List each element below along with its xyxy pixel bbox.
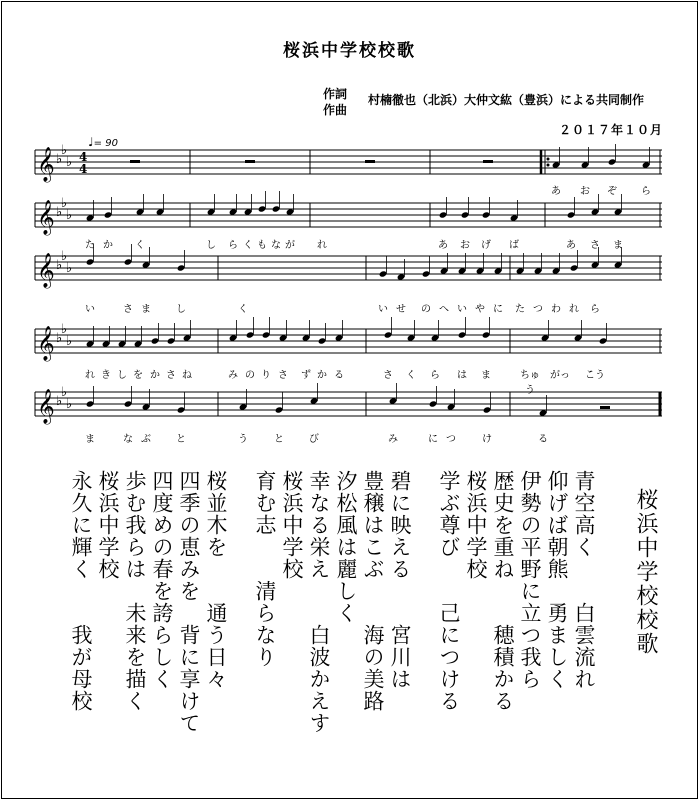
quarter-note-icon: ♩	[88, 135, 94, 149]
note-head	[275, 406, 284, 413]
repeat-dot	[547, 158, 550, 161]
note-head	[318, 337, 327, 344]
lyric-syllable: み	[388, 434, 398, 445]
lyric-line: 桜浜中学校	[96, 470, 120, 580]
note-head	[167, 337, 176, 344]
note-head	[384, 331, 393, 338]
lyric-syllable: く	[238, 304, 248, 315]
lyric-syllable: か	[150, 370, 160, 381]
flat-icon: ♭	[61, 249, 68, 264]
lyric-syllable: お	[580, 186, 590, 197]
flat-icon: ♭	[66, 261, 73, 276]
lyric-syllable: の	[421, 304, 431, 315]
lyric-line: 仰げば朝熊 勇ましく	[545, 470, 569, 690]
flat-icon: ♭	[61, 385, 68, 400]
lyric-syllable: み	[228, 370, 238, 381]
note-head	[86, 400, 95, 407]
treble-clef-icon: 𝄞	[37, 389, 55, 424]
lyric-syllable: に	[428, 434, 438, 445]
note-head	[272, 205, 281, 212]
lyric-syllable: ま	[85, 434, 95, 445]
lyric-syllable: し	[206, 240, 216, 251]
lyric-line: 四度めの春を誇らしく	[150, 470, 174, 690]
repeat-dot	[547, 164, 550, 167]
flat-icon: ♭	[61, 143, 68, 158]
lyric-syllable: が	[285, 240, 295, 251]
lyric-line: 伊勢の平野に立つ我ら	[518, 470, 542, 690]
note-head	[262, 331, 271, 338]
lyric-syllable: ず	[301, 370, 311, 381]
flat-icon: ♭	[66, 334, 73, 349]
note-head	[422, 270, 431, 277]
lyric-line: 学ぶ尊び 己につける	[437, 470, 461, 712]
lyric-syllable: へ	[439, 304, 449, 315]
lyric-line: 青空高く 白雲流れ	[572, 470, 596, 690]
song-title: 桜浜中学校校歌	[283, 41, 416, 61]
lyric-syllable: を	[133, 370, 143, 381]
lyric-syllable: せ	[396, 304, 406, 315]
lyric-line: 豊穣はこぶ 海の美路	[361, 470, 385, 712]
lyric-syllable: さ	[590, 240, 600, 251]
flat-icon: ♭	[66, 208, 73, 223]
lyric-syllable: く	[406, 370, 416, 381]
lyric-syllable: ちゅう	[520, 370, 540, 396]
lyric-line: 桜浜中学校	[464, 470, 488, 580]
lyric-syllable: ら	[228, 240, 238, 251]
lyric-syllable: し	[176, 304, 186, 315]
lyric-syllable: さ	[383, 370, 393, 381]
lyric-syllable: き	[101, 370, 111, 381]
lyric-syllable: ら	[641, 186, 651, 197]
lyric-syllable: あ	[438, 240, 448, 251]
note-head	[599, 337, 608, 344]
lyric-syllable: も	[257, 240, 267, 251]
lyric-syllable: る	[334, 370, 344, 381]
lyric-syllable: び	[309, 434, 319, 445]
note-head	[483, 406, 492, 413]
treble-clef-icon: 𝄞	[37, 326, 55, 361]
lyric-line: 歴史を重ね 穂積かる	[491, 470, 515, 712]
flat-icon: ♭	[56, 205, 63, 220]
music-label: 作曲	[323, 103, 348, 117]
note-head	[567, 211, 576, 218]
composer-names: 村楠徹也（北浜）大仲文紘（豊浜）による共同制作	[368, 93, 645, 107]
lyric-syllable: がっ	[550, 370, 570, 381]
lyric-syllable: ら	[590, 304, 600, 315]
lyric-syllable: ま	[481, 370, 491, 381]
lyric-syllable: ば	[509, 240, 519, 251]
lyric-syllable: う	[238, 434, 248, 445]
lyric-syllable: ぞ	[607, 186, 617, 197]
date: ２０１７年１０月	[558, 123, 663, 137]
lyric-syllable: ぶ	[141, 434, 151, 445]
note-head	[104, 211, 113, 218]
lyric-syllable: い	[457, 304, 467, 315]
note-head	[258, 205, 267, 212]
lyric-syllable: や	[475, 304, 485, 315]
lyric-line: 歩む我らは 未来を描く	[123, 470, 147, 712]
lyric-syllable: り	[261, 370, 271, 381]
note-head	[461, 211, 470, 218]
lyric-line: 四季の恵みを 背に享けて	[177, 470, 201, 734]
note-head	[379, 270, 388, 277]
lyric-syllable: ま	[141, 304, 151, 315]
note-head	[177, 406, 186, 413]
lyric-syllable: ね	[182, 370, 192, 381]
note-head	[124, 400, 133, 407]
lyric-line: 桜並木を 通う日々	[204, 470, 228, 690]
lyric-syllable: ま	[613, 240, 623, 251]
lyric-syllable: か	[103, 240, 113, 251]
note-head	[608, 158, 617, 165]
lyric-syllable: た	[515, 304, 525, 315]
lyric-line: 汐松風は麗しく	[334, 470, 358, 624]
lyrics-label: 作詞	[323, 87, 348, 101]
lyric-syllable: る	[538, 434, 548, 445]
flat-icon: ♭	[56, 331, 63, 346]
lyric-syllable: か	[317, 370, 327, 381]
lyric-syllable: げ	[481, 240, 491, 251]
note-head	[177, 264, 186, 271]
flat-icon: ♭	[61, 322, 68, 337]
lyric-syllable: い	[85, 304, 95, 315]
lyric-syllable: つ	[533, 304, 543, 315]
lyric-syllable: し	[117, 370, 127, 381]
whole-rest-icon	[130, 160, 140, 163]
note-head	[246, 331, 255, 338]
flat-icon: ♭	[56, 152, 63, 167]
note-head	[124, 258, 133, 265]
whole-rest-icon	[365, 160, 375, 163]
flat-icon: ♭	[66, 397, 73, 412]
lyric-syllable: あ	[551, 186, 561, 197]
lyric-line: 幸なる栄え 白波かえす	[307, 470, 331, 734]
treble-clef-icon: 𝄞	[37, 147, 55, 182]
note-head	[570, 264, 579, 271]
lyric-syllable: さ	[166, 370, 176, 381]
lyric-syllable: く	[135, 240, 145, 251]
lyric-line: 碧に映える 宮川は	[388, 470, 412, 690]
lyric-syllable: は	[457, 370, 467, 381]
lyrics-title: 桜浜中学校校歌	[633, 488, 658, 656]
tempo-value: = 90	[93, 138, 118, 149]
treble-clef-icon: 𝄞	[37, 200, 55, 235]
lyric-syllable: こう	[585, 370, 605, 381]
whole-rest-icon	[245, 160, 255, 163]
lyric-syllable: あ	[566, 240, 576, 251]
lyric-syllable: れ	[85, 370, 95, 381]
note-head	[482, 331, 491, 338]
note-head	[458, 331, 467, 338]
lyric-syllable: に	[493, 304, 503, 315]
lyric-syllable: つ	[446, 434, 456, 445]
whole-rest-icon	[600, 406, 610, 409]
lyric-syllable: さ	[123, 304, 133, 315]
lyric-line: 育む志 清らなり	[253, 470, 277, 668]
lyric-syllable: お	[460, 240, 470, 251]
note-head	[439, 211, 448, 218]
lyric-line: 永久に輝く 我が母校	[69, 470, 93, 712]
treble-clef-icon: 𝄞	[37, 253, 55, 288]
note-head	[429, 400, 438, 407]
lyric-syllable: れ	[317, 240, 327, 251]
lyric-line: 桜浜中学校	[280, 470, 304, 580]
lyric-syllable: と	[274, 434, 284, 445]
time-signature-top: 4	[79, 150, 88, 164]
lyric-syllable: と	[176, 434, 186, 445]
flat-icon: ♭	[56, 258, 63, 273]
lyric-syllable: く	[243, 240, 253, 251]
flat-icon: ♭	[66, 155, 73, 170]
note-head	[151, 337, 160, 344]
time-signature-bottom: 4	[79, 162, 88, 176]
note-head	[86, 258, 95, 265]
note-head	[482, 211, 491, 218]
flat-icon: ♭	[61, 196, 68, 211]
whole-rest-icon	[483, 160, 493, 163]
lyric-syllable: た	[85, 240, 95, 251]
lyric-syllable: い	[378, 304, 388, 315]
lyric-syllable: な	[271, 240, 281, 251]
lyric-syllable: れ	[569, 304, 579, 315]
lyric-syllable: さ	[278, 370, 288, 381]
lyric-syllable: け	[482, 434, 492, 445]
lyric-syllable: の	[245, 370, 255, 381]
lyric-syllable: ら	[430, 370, 440, 381]
flat-icon: ♭	[56, 394, 63, 409]
lyric-syllable: な	[123, 434, 133, 445]
lyric-syllable: わ	[551, 304, 561, 315]
